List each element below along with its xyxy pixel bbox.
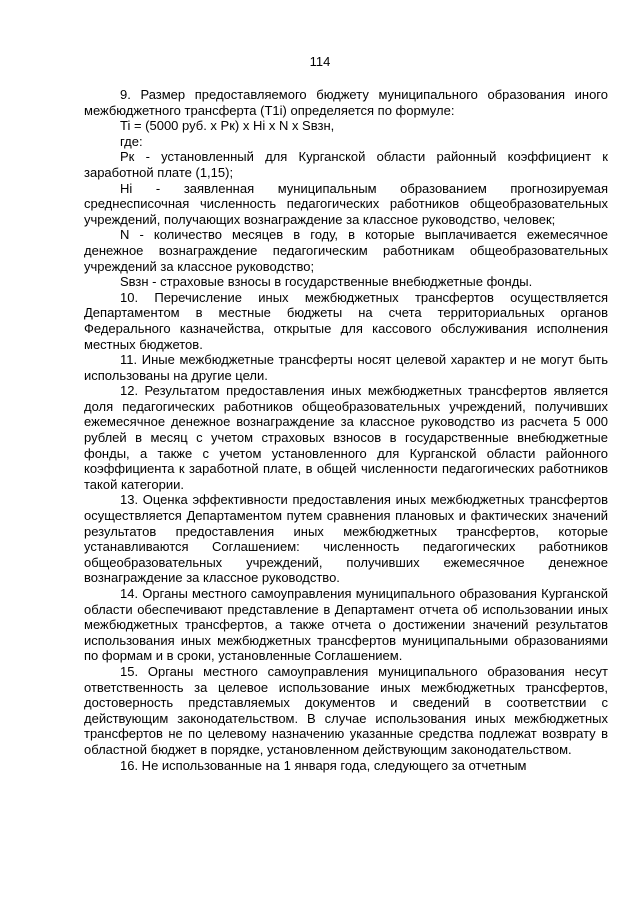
definition-rk: Рк - установленный для Курганской области районный коэффициент к заработной плате (1,15);: [84, 149, 608, 180]
document-body: [84, 87, 608, 773]
formula-where-label: где:: [120, 133, 143, 149]
paragraph-9: 9. Размер предоставляемого бюджету муниципального образования иного межбюджетного трансферта (T1i) определяется по формуле:: [84, 87, 608, 118]
paragraph-13: 13. Оценка эффективности предоставления иных межбюджетных трансфертов осуществляется Департаментом путем сравнения плановых и фактических значений результатов предоставления иных межбюджетных трансфертов, которые устанавливаются Соглашением: численность педагогических работников общеобразовательных учреждений, получивших ежемесячное денежное вознаграждение за классное руководство.: [84, 492, 608, 586]
paragraph-10: 10. Перечисление иных межбюджетных трансфертов осуществляется Департаментом в местные бюджеты на счета территориальных органов Федерального казначейства, открытые для кассового обслуживания исполнения местных бюджетов.: [84, 289, 608, 352]
page-number: 114: [309, 54, 331, 69]
paragraph-14: 14. Органы местного самоуправления муниципального образования Курганской области обеспечивают представление в Департамент отчета об использовании иных межбюджетных трансфертов, а также отчета о достижении значений результатов использования иных межбюджетных трансфертов муниципальными образованиями по формам и в сроки, установленные Соглашением.: [84, 586, 608, 664]
definition-svzn: Sвзн - страховые взносы в государственные внебюджетные фонды.: [120, 274, 533, 290]
formula-line: Ti = (5000 руб. x Рк) x Hi x N x Sвзн,: [120, 118, 335, 134]
paragraph-16: 16. Не использованные на 1 января года, следующего за отчетным: [120, 757, 527, 773]
paragraph-12: 12. Результатом предоставления иных межбюджетных трансфертов является доля педагогических работников общеобразовательных учреждений, получивших ежемесячное денежное вознаграждение за классное руководство из расчета 5 000 рублей в месяц с учетом страховых взносов в государственные внебюджетные фонды, а также с учетом установленного для Курганской области районного коэффициента к заработной плате, в общей численности педагогических работников такой категории.: [84, 383, 608, 492]
definition-hi: Hi - заявленная муниципальным образованием прогнозируемая среднесписочная численность педагогических работников общеобразовательных учреждений, получающих вознаграждение за классное руководство, человек;: [84, 180, 608, 227]
paragraph-15: 15. Органы местного самоуправления муниципального образования несут ответственность за целевое использование иных межбюджетных трансфертов, достоверность представляемых документов и сведений в соответствии с действующим законодательством. В случае использования иных межбюджетных трансфертов не по целевому назначению указанные средства подлежат возврату в областной бюджет в порядке, установленном действующим законодательством.: [84, 663, 608, 757]
paragraph-11: 11. Иные межбюджетные трансферты носят целевой характер и не могут быть использованы на другие цели.: [84, 352, 608, 383]
definition-n: N - количество месяцев в году, в которые выплачивается ежемесячное денежное вознаграждение педагогическим работникам общеобразовательных учреждений за классное руководство;: [84, 227, 608, 274]
